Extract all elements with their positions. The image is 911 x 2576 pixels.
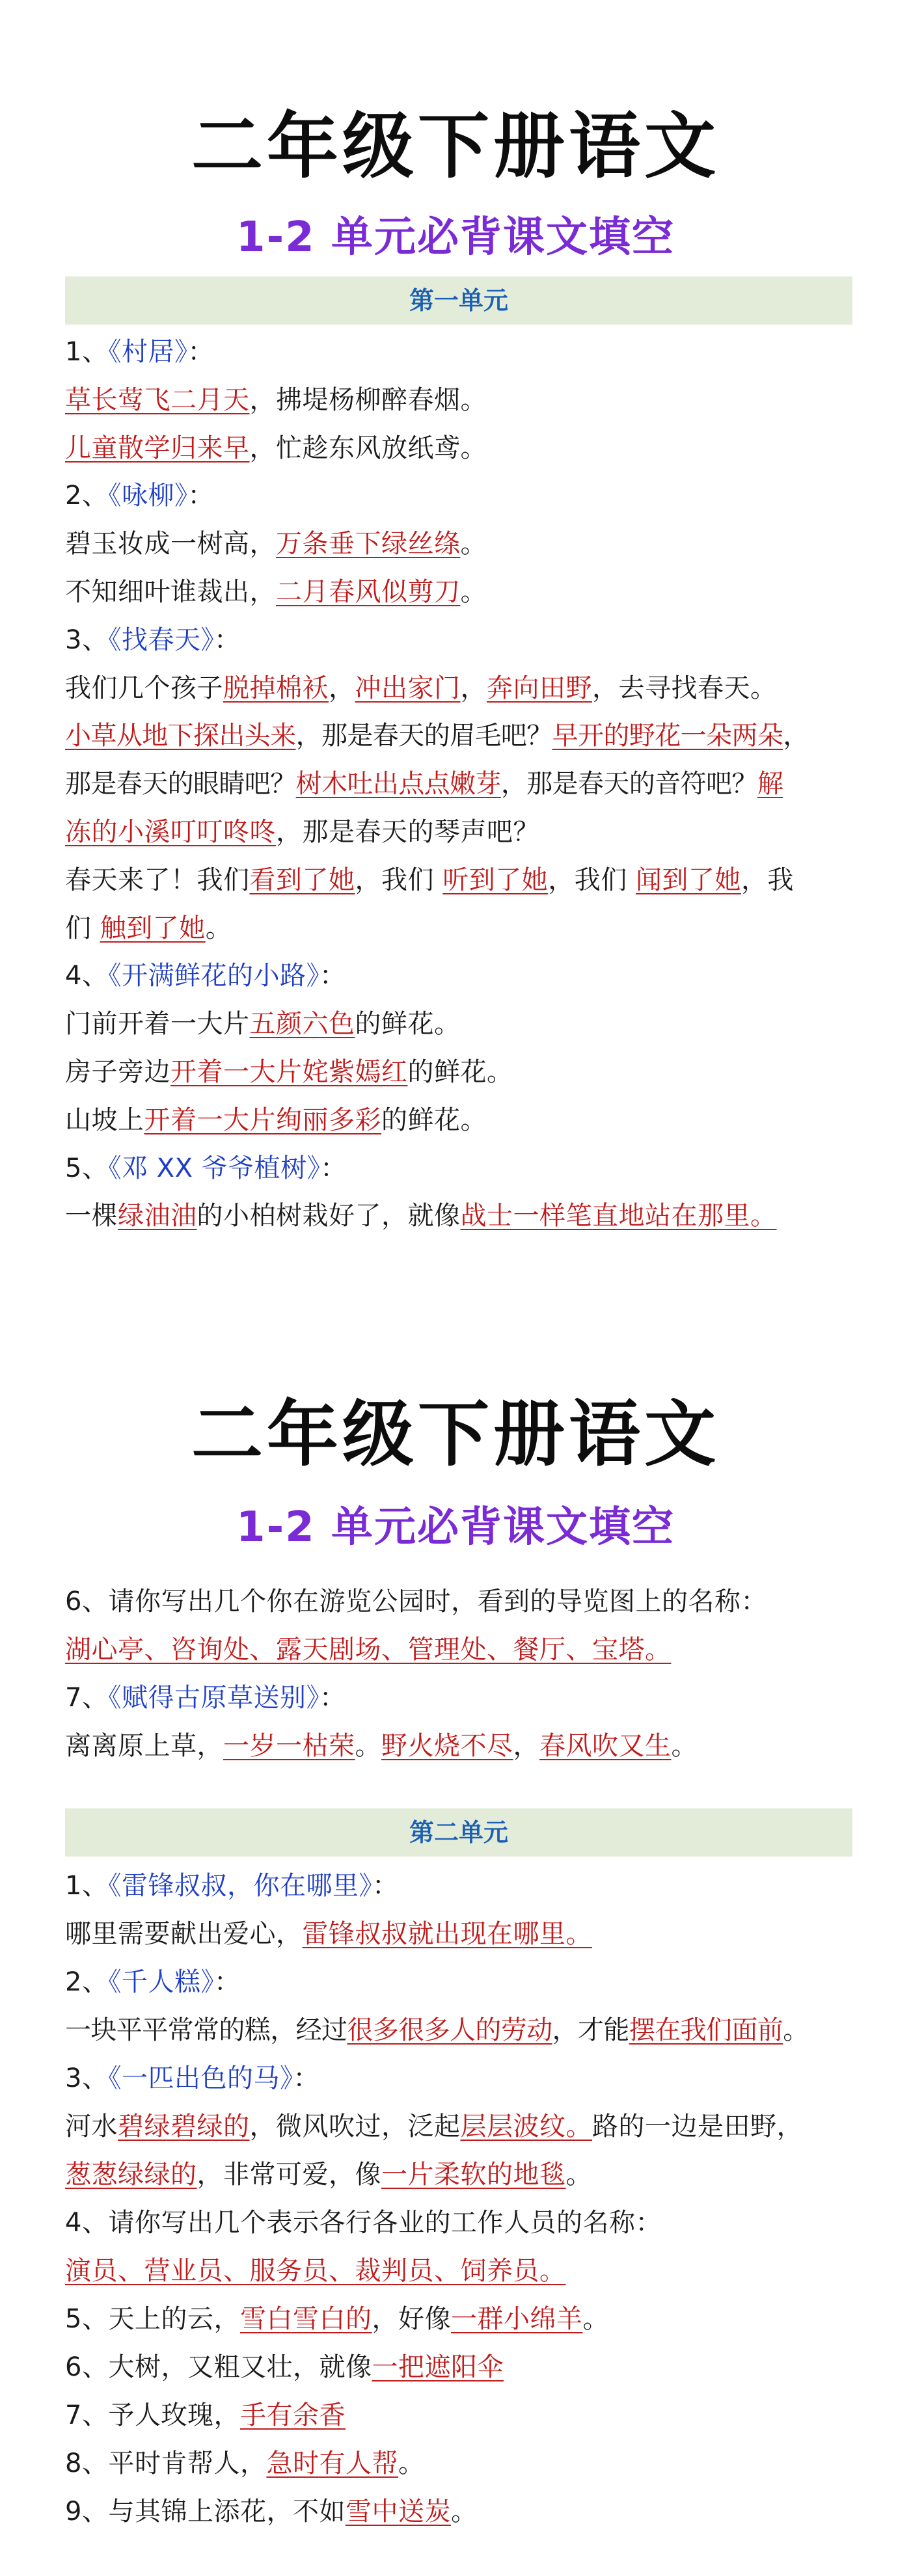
- line-text: 4、请你写出几个表示各行各业的工作人员的名称：: [65, 2208, 662, 2238]
- lesson-title: 《邓 XX 爷爷植树》: [108, 1153, 321, 1183]
- answer-fill: 触到了她: [100, 913, 206, 943]
- answer-fill: 一岁一枯荣: [223, 1731, 355, 1761]
- line-text: ，: [783, 721, 809, 751]
- text-line: [65, 1192, 859, 1240]
- line-text: 2、: [65, 1967, 109, 1997]
- answer-fill: 绿油油: [118, 1201, 197, 1231]
- text-line: [65, 2295, 859, 2343]
- line-text: 。: [355, 1731, 381, 1761]
- answer-fill: 早开的野花一朵两朵: [552, 721, 783, 751]
- lesson-title: 《咏柳》: [108, 481, 188, 511]
- line-text: 5、天上的云，: [65, 2304, 240, 2334]
- answer-fill: 一片柔软的地毯: [381, 2160, 566, 2190]
- line-text: 。: [582, 2304, 609, 2334]
- line-text: 我们几个孩子: [65, 673, 223, 703]
- answer-fill: 葱葱绿绿的: [65, 2160, 197, 2190]
- answer-fill: 听到了她: [442, 865, 549, 895]
- line-text: 一棵: [65, 1201, 118, 1231]
- answer-fill: 急时有人帮: [266, 2449, 398, 2478]
- answer-fill: 湖心亭、咨询处、露天剧场、管理处、餐厅、宝塔。: [65, 1635, 672, 1665]
- lesson-title: 《赋得古原草送别》: [108, 1683, 320, 1713]
- text-line: [65, 1144, 859, 1192]
- line-text: ：: [293, 2063, 320, 2093]
- answer-fill: 战士一样笔直地站在那里。: [460, 1201, 777, 1231]
- line-text: 8、平时肯帮人，: [65, 2449, 267, 2478]
- line-text: 。: [398, 2449, 425, 2478]
- line-text: ：: [320, 1153, 347, 1183]
- text-line: [65, 424, 859, 472]
- text-line: [65, 1674, 859, 1722]
- line-text: 3、: [65, 624, 109, 655]
- line-text: 9、与其锦上添花，不如: [65, 2497, 346, 2527]
- line-text: 7、: [65, 1683, 109, 1713]
- line-text: ，那是春天的眉毛吧？: [295, 721, 552, 751]
- line-text: 不知细叶谁裁出，: [65, 577, 276, 607]
- line-text: 。: [450, 2497, 478, 2527]
- text-line: [65, 952, 859, 1000]
- lesson-title: 《千人糕》: [108, 1967, 214, 1997]
- line-text: ：: [187, 337, 214, 367]
- answer-fill: 野火烧不尽: [381, 1731, 513, 1761]
- answer-fill: 万条垂下绿丝绦: [276, 529, 461, 559]
- line-text: 的鲜花。: [407, 1057, 513, 1087]
- line-text: ，: [329, 673, 355, 703]
- answer-fill: 冻的小溪叮叮咚咚: [65, 817, 276, 847]
- line-text: 3、: [65, 2063, 109, 2093]
- line-text: ，拂堤杨柳醉春烟。: [249, 384, 487, 415]
- lesson-title: 《雷锋叔叔，你在哪里》: [108, 1871, 372, 1901]
- unit-band-1: 第一单元: [65, 276, 852, 325]
- text-line: [65, 664, 859, 712]
- page-title-2: 二年级下册语文: [191, 1393, 720, 1476]
- text-line: [65, 568, 859, 616]
- text-line: [65, 328, 859, 376]
- line-text: 碧玉妆成一树高，: [65, 529, 276, 559]
- text-line: [65, 376, 859, 424]
- answer-fill: 二月春风似剪刀: [276, 577, 461, 607]
- answer-fill: 摆在我们面前: [629, 2015, 783, 2045]
- answer-fill: 儿童散学归来早: [65, 433, 250, 463]
- answer-fill: 碧绿碧绿的: [118, 2112, 250, 2141]
- line-text: 们: [65, 913, 100, 943]
- line-text: 离离原上草，: [65, 1731, 223, 1761]
- answer-fill: 雷锋叔叔就出现在哪里。: [302, 1919, 592, 1949]
- line-text: 山坡上: [65, 1105, 144, 1135]
- answer-fill: 闻到了她: [635, 865, 741, 895]
- answer-fill: 雪白雪白的: [239, 2304, 372, 2334]
- line-text: 门前开着一大片: [65, 1009, 250, 1040]
- line-text: 1、: [65, 1871, 109, 1901]
- answer-fill: 脱掉棉袄: [223, 673, 329, 703]
- answer-fill: 一把遮阳伞: [372, 2352, 504, 2382]
- line-text: 的鲜花。: [381, 1105, 487, 1135]
- text-line: [65, 760, 859, 808]
- text-line: [65, 616, 859, 664]
- line-text: 房子旁边: [65, 1057, 170, 1087]
- page-title-1: 二年级下册语文: [191, 105, 720, 188]
- line-text: 。: [205, 913, 232, 943]
- answer-fill: 很多很多人的劳动: [347, 2015, 552, 2045]
- answer-fill: 冲出家门: [355, 673, 461, 703]
- line-text: 河水: [65, 2112, 118, 2141]
- text-line: [65, 1862, 859, 1910]
- text-line: [65, 2151, 859, 2199]
- line-text: 。: [671, 1731, 698, 1761]
- answer-fill: 五颜六色: [249, 1009, 355, 1040]
- answer-fill: 雪中送炭: [345, 2497, 451, 2527]
- page-subtitle-1: 1-2 单元必背课文填空: [236, 213, 675, 262]
- line-text: ，我: [741, 865, 794, 895]
- answer-fill: 春风吹又生: [539, 1731, 672, 1761]
- line-text: 路的一边是田野，: [592, 2112, 803, 2141]
- line-text: ，: [460, 673, 487, 703]
- text-line: [65, 1910, 859, 1958]
- line-text: ，去寻找春天。: [592, 673, 777, 703]
- answer-fill: 解: [757, 769, 783, 799]
- line-text: ：: [319, 961, 346, 991]
- answer-fill: 看到了她: [249, 865, 355, 895]
- text-line: [65, 2199, 859, 2247]
- line-text: ：: [213, 1967, 241, 1997]
- lesson-title: 《找春天》: [108, 624, 214, 655]
- line-text: 2、: [65, 481, 109, 511]
- lesson-title: 《开满鲜花的小路》: [108, 961, 320, 991]
- text-line: [65, 712, 859, 760]
- line-text: ：: [319, 1683, 346, 1713]
- line-text: ，我们: [548, 865, 636, 895]
- text-line: [65, 1626, 859, 1674]
- text-line: [65, 2006, 859, 2054]
- line-text: ：: [187, 481, 214, 511]
- line-text: ，才能: [552, 2015, 629, 2045]
- line-text: 的小柏树栽好了，就像: [197, 1201, 461, 1231]
- line-text: 。: [565, 2160, 592, 2190]
- answer-fill: 开着一大片姹紫嫣红: [170, 1057, 408, 1087]
- line-text: ：: [213, 624, 241, 655]
- line-text: 4、: [65, 961, 109, 991]
- line-text: ：: [372, 1871, 399, 1901]
- line-text: 一块平平常常的糕，经过: [65, 2015, 347, 2045]
- answer-fill: 小草从地下探出头来: [65, 721, 296, 751]
- line-text: 哪里需要献出爱心，: [65, 1919, 303, 1949]
- text-line: [65, 1722, 859, 1770]
- line-text: 。: [460, 577, 487, 607]
- line-text: ，非常可爱，像: [197, 2160, 381, 2190]
- line-text: ，忙趁东风放纸鸢。: [249, 433, 487, 463]
- text-line: [65, 1958, 859, 2006]
- text-line: [65, 1000, 859, 1048]
- answer-fill: 树木吐出点点嫩芽: [295, 769, 501, 799]
- text-line: [65, 520, 859, 568]
- line-text: ，微风吹过，泛起: [249, 2112, 461, 2141]
- line-text: 。: [460, 529, 487, 559]
- text-line: [65, 2391, 859, 2439]
- text-line: [65, 856, 859, 904]
- text-line: [65, 904, 859, 952]
- line-text: 6、大树，又粗又壮，就像: [65, 2352, 372, 2382]
- text-line: [65, 1048, 859, 1096]
- line-text: ，那是春天的音符吧？: [500, 769, 757, 799]
- text-line: [65, 2488, 859, 2536]
- lesson-title: 《村居》: [108, 337, 188, 367]
- answer-fill: 手有余香: [239, 2400, 346, 2430]
- text-line: [65, 2102, 859, 2151]
- text-line: [65, 2439, 859, 2488]
- line-text: 那是春天的眼睛吧？: [65, 769, 296, 799]
- text-line: [65, 808, 859, 856]
- text-line: [65, 2247, 859, 2295]
- text-line: [65, 1577, 859, 1626]
- text-line: [65, 1096, 859, 1144]
- line-text: ，好像: [372, 2304, 451, 2334]
- text-line: [65, 2054, 859, 2102]
- line-text: ，: [513, 1731, 539, 1761]
- lesson-title: 《一匹出色的马》: [108, 2063, 293, 2093]
- text-line: [65, 472, 859, 520]
- line-text: 春天来了！我们: [65, 865, 250, 895]
- line-text: 7、予人玫瑰，: [65, 2400, 240, 2430]
- unit-band-2: 第二单元: [65, 1808, 852, 1857]
- line-text: ，那是春天的琴声吧？: [276, 817, 539, 847]
- answer-fill: 奔向田野: [487, 673, 592, 703]
- answer-fill: 演员、营业员、服务员、裁判员、饲养员。: [65, 2256, 566, 2286]
- text-line: [65, 2343, 859, 2391]
- answer-fill: 开着一大片绚丽多彩: [144, 1105, 381, 1135]
- line-text: 6、请你写出几个你在游览公园时，看到的导览图上的名称：: [65, 1587, 767, 1617]
- line-text: 。: [783, 2015, 809, 2045]
- page-subtitle-2: 1-2 单元必背课文填空: [236, 1503, 675, 1551]
- answer-fill: 层层波纹。: [460, 2112, 592, 2141]
- line-text: 5、: [65, 1153, 109, 1183]
- line-text: ，我们: [355, 865, 443, 895]
- line-text: 的鲜花。: [355, 1009, 461, 1040]
- answer-fill: 一群小绵羊: [450, 2304, 583, 2334]
- answer-fill: 草长莺飞二月天: [65, 384, 250, 415]
- line-text: 1、: [65, 337, 109, 367]
